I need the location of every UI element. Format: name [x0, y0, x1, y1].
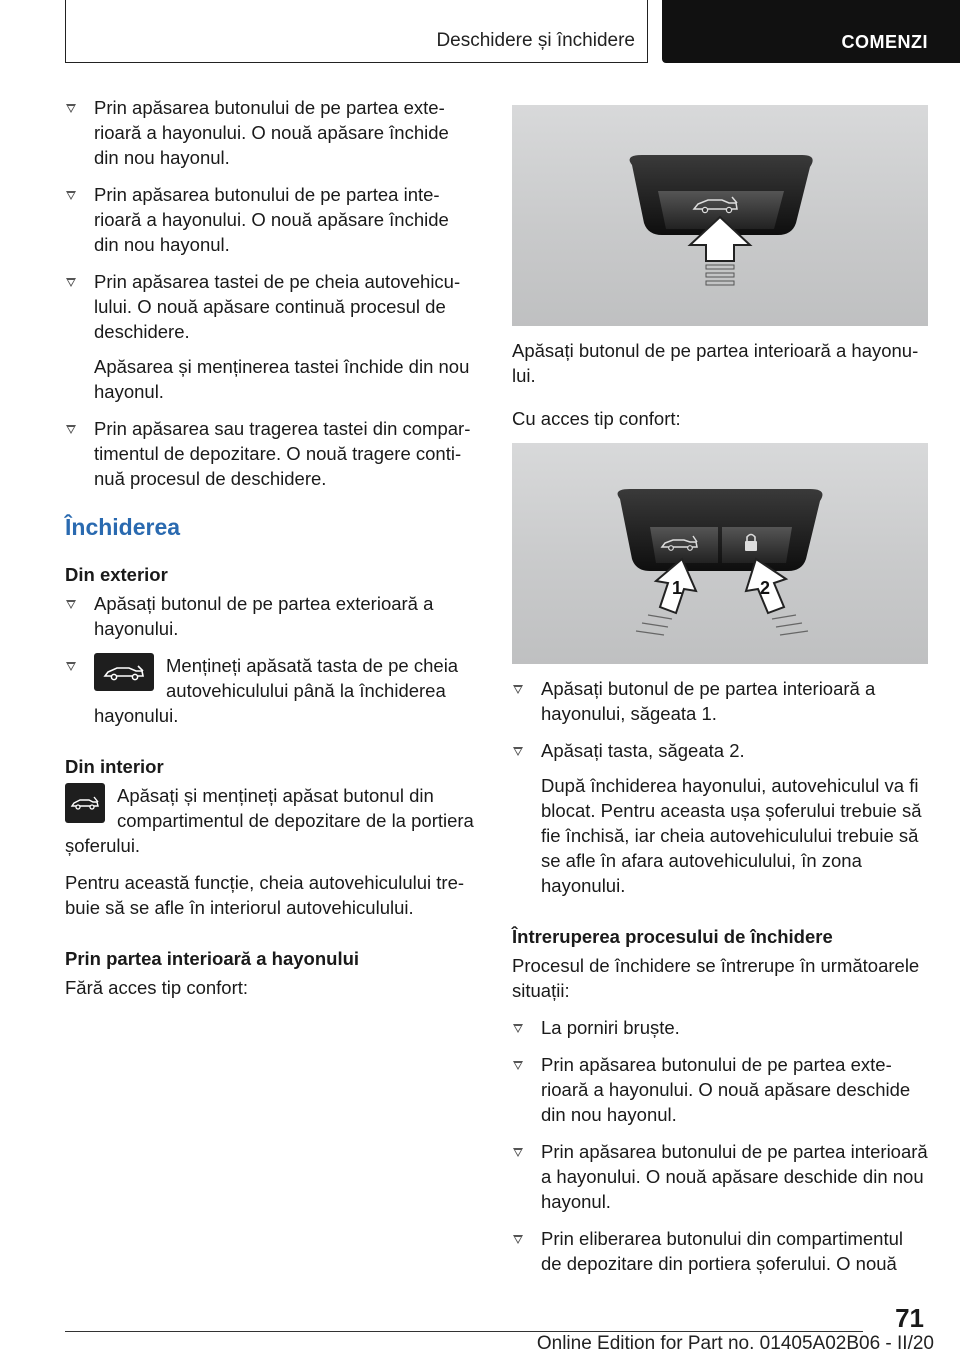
- bullet-triangle-icon: [513, 747, 523, 756]
- list-item: Prin apăsarea butonului de pe partea interioară a hayonului. O nouă apăsare deschide din nou hayonul.: [512, 1139, 928, 1214]
- list-item: Prin apăsarea butonului de pe partea exterioară a hayonului. O nouă apăsare închide din nou hayonul.: [65, 95, 478, 170]
- photo-caption: Apăsați butonul de pe partea interioară a hayonului.: [512, 340, 919, 386]
- bullet-triangle-icon: [513, 1235, 523, 1244]
- arrow-1-label: 1: [672, 578, 683, 598]
- footer-divider: [65, 1331, 863, 1332]
- section-heading: Închiderea: [65, 514, 181, 540]
- header-title-box: [65, 0, 648, 63]
- bullet-triangle-icon: [513, 685, 523, 694]
- footer-edition: Online Edition for Part no. 01405A02B06 - II/20: [536, 1333, 934, 1354]
- bullet-triangle-icon: [513, 1061, 523, 1070]
- paragraph: Pentru această funcție, cheia autovehiculului trebuie să se afle în interiorul autovehiculului.: [65, 872, 465, 918]
- list-item: Prin apăsarea sau tragerea tastei din compartimentul de depozitare. O nouă tragere continuă procesul de deschidere.: [65, 416, 478, 491]
- car-tailgate-icon: [94, 653, 154, 691]
- right-column: [512, 95, 928, 1288]
- list-item-continuation: Apăsarea și menținerea tastei închide din nou hayonul.: [94, 356, 470, 402]
- paragraph: Cu acces tip confort:: [512, 408, 681, 429]
- paragraph: Apăsați și mențineți apăsat butonul din compartimentul de depozitare de la portiera șoferului.: [65, 785, 474, 856]
- list-item: Mențineți apăsată tasta de pe cheia autovehiculului până la închiderea hayonului.: [65, 653, 478, 728]
- list-item: Prin apăsarea butonului de pe partea exterioară a hayonului. O nouă apăsare deschide din nou hayonul.: [512, 1052, 928, 1127]
- list-item-continuation: După închiderea hayonului, autovehiculul va fi blocat. Pentru aceasta ușa șoferului trebuie să fie închisă, iar cheia autovehiculului trebuie să se afle în afara autovehiculului, în zona hayonului.: [541, 775, 922, 896]
- bullet-triangle-icon: [66, 600, 76, 609]
- tailgate-button-photo: [512, 105, 928, 326]
- page-number: 71: [895, 1303, 924, 1333]
- bullet-triangle-icon: [66, 662, 76, 671]
- list-item: Prin eliberarea butonului din compartimentul de depozitare din portiera șoferului. O nouă: [512, 1226, 928, 1276]
- subheading-hatch-interior: Prin partea interioară a hayonului: [65, 948, 360, 969]
- list-item: Apăsați butonul de pe partea interioară a hayonului, săgeata 1.: [512, 676, 928, 726]
- paragraph: Fără acces tip confort:: [65, 977, 249, 998]
- header-section-tab: [662, 0, 960, 63]
- header-section: COMENZI: [841, 32, 928, 52]
- bullet-triangle-icon: [66, 425, 76, 434]
- list-item: Prin apăsarea tastei de pe cheia autovehiculului. O nouă apăsare continuă procesul de deschidere.: [65, 269, 478, 344]
- bullet-triangle-icon: [66, 191, 76, 200]
- list-item: Apăsați butonul de pe partea exterioară a hayonului.: [65, 591, 478, 641]
- arrow-2-label: 2: [760, 578, 771, 598]
- subheading-interior: Din interior: [65, 756, 164, 777]
- subheading-interrupt: Întreruperea procesului de închidere: [512, 926, 833, 947]
- bullet-triangle-icon: [513, 1148, 523, 1157]
- header-title: Deschidere și închidere: [436, 30, 635, 51]
- left-column: [65, 95, 478, 1012]
- comfort-access-buttons-photo: [512, 443, 928, 664]
- list-item: Prin apăsarea butonului de pe partea interioară a hayonului. O nouă apăsare închide din nou hayonul.: [65, 182, 478, 257]
- bullet-triangle-icon: [513, 1024, 523, 1033]
- list-item: Apăsați tasta, săgeata 2.: [512, 738, 928, 763]
- paragraph: Procesul de închidere se întrerupe în următoarele situații:: [512, 955, 920, 1001]
- list-item: La porniri bruște.: [512, 1015, 928, 1040]
- bullet-triangle-icon: [66, 104, 76, 113]
- car-tailgate-icon: [65, 783, 105, 823]
- bullet-triangle-icon: [66, 278, 76, 287]
- subheading-exterior: Din exterior: [65, 564, 168, 585]
